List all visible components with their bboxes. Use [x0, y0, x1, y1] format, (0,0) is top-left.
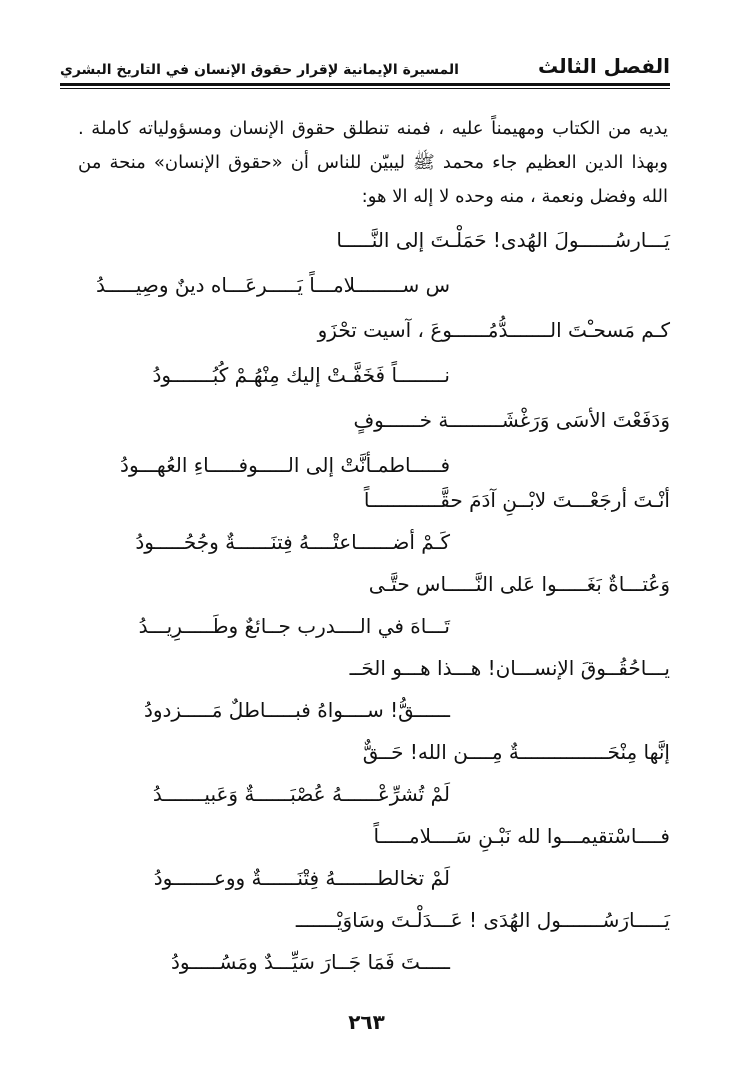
verse-line-17: يَـــــارَسُـــــــول الهُدَى ! عَـــدَلْـتَ وسَاوَيْـــــــ — [295, 908, 670, 932]
intro-paragraph: يديه من الكتاب ومهيمناً عليه ، فمنه تنطلق حقوق الإنسان ومسؤولياته كاملة . وبهذا الدين العظيم جاء محمد ﷺ ليبيّن للناس أن «حقوق الإنسان» منحة من الله وفضل ونعمة ، منه وحده لا إله الا هو: — [78, 118, 668, 207]
verse-line-1: يَـــارسُــــــولَ الهُدى! حَمَلْـتَ إلى النَّـــــا — [336, 228, 670, 252]
verse-line-8: كَـمْ أضــــــاعتْــــهُ فِتنَــــــةٌ وجُحُـــــودُ — [135, 530, 450, 554]
verse-line-2: س ســــــــلامـــاً يَـــــرعَـــاه دينٌ وصِيـــــدُ — [96, 273, 450, 297]
verse-line-14: لَمْ تُشرِّعْــــــهُ عُصْبَــــــةٌ وَعَبيـــــــدُ — [152, 782, 450, 806]
verse-line-6: فـــــاطمـأنَّتْ إلى الـــــوفـــــاءِ العُهـــودُ — [120, 453, 450, 477]
verse-line-9: وَعُتـــاةٌ بَغَـــــوا عَلى النَّـــــاس حتَّـى — [368, 572, 670, 596]
verse-line-5: وَدَفَعْتَ الأسَى وَرَغْشَـــــــــة خــــــوفٍ — [353, 408, 670, 432]
verse-line-12: ــــــقُّ! ســــواهُ فبـــــاطلٌ مَـــــزدودُ — [143, 698, 450, 722]
verse-line-10: تَـــاهَ في الــــدرب جــائعٌ وطَـــــرِيـــدُ — [138, 614, 450, 638]
book-title: المسيرة الإيمانية لإقرار حقوق الإنسان في التاريخ البشري — [60, 62, 459, 78]
header-rule-thin — [60, 88, 670, 89]
page-number: ٢٦٣ — [348, 1010, 385, 1034]
verse-line-7: أنْـتَ أرجَعْـــتَ لابْــنِ آدَمَ حقَّــــــــــــاً — [363, 488, 670, 512]
verse-line-18: ـــــتَ فَمَا جَــارَ سَيِّـــدٌ ومَسُـــــودُ — [170, 950, 450, 974]
verse-line-11: يـــاحُقُــوقَ الإنســـان! هـــذا هـــو الحَــ — [349, 656, 670, 680]
chapter-title: الفصل الثالث — [537, 54, 670, 78]
verse-line-3: كـم مَسحـْتَ الـــــــدُّمُــــــوعَ ، آسيت تحْزَو — [317, 318, 670, 342]
verse-line-16: لَمْ تخالطـــــــهُ فِتْنَــــــةٌ ووعـــــــودُ — [153, 866, 450, 890]
verse-line-4: نــــــــاً فَخَفَّـتْ إليك مِنْهُـمْ كُبُـــــــودُ — [152, 363, 450, 387]
header-rule-thick — [60, 83, 670, 86]
verse-line-15: فــــاسْتقيمـــوا لله نَبْـنِ سَــــلامـــــاً — [373, 824, 670, 848]
verse-line-13: إنَّها مِنْحَـــــــــــــــةٌ مِــــن الله! حَــقٌّ — [362, 740, 670, 764]
running-header — [60, 48, 670, 82]
